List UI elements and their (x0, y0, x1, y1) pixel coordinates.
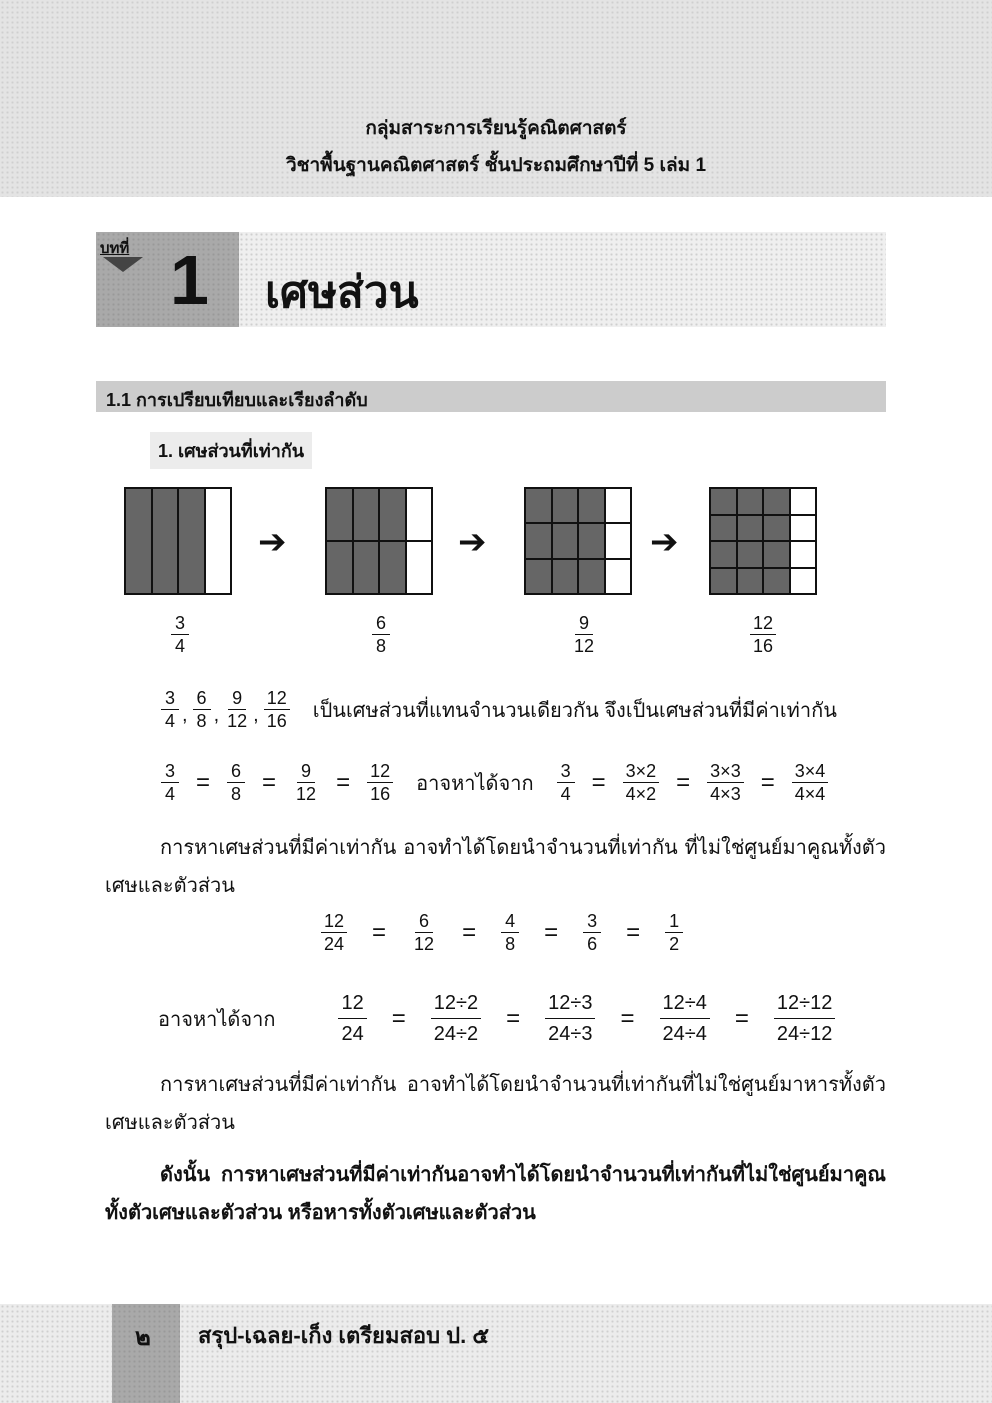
equals-sign: = (196, 768, 211, 796)
arrow-right-icon: ➔ (258, 523, 287, 561)
numerator: 12 (367, 760, 393, 783)
equivalence-divide-row (158, 988, 838, 1049)
denominator: 12 (227, 711, 248, 731)
shaded-cell (579, 489, 604, 522)
shaded-cell (738, 489, 763, 514)
denominator: 4 (164, 711, 175, 731)
paragraph-multiply: การหาเศษส่วนที่มีค่าเท่ากัน อาจทำได้โดยนำจำนวนที่เท่ากัน ที่ไม่ใช่ศูนย์มาคูณทั้งตัวเศษและตัวส่วน (105, 837, 886, 897)
diagram-fraction-label (171, 612, 189, 657)
math-text: เป็นเศษส่วนที่แทนจำนวนเดียวกัน จึงเป็นเศษส่วนที่มีค่าเท่ากัน (312, 699, 837, 722)
paragraph-conclusion: ดังนั้น การหาเศษส่วนที่มีค่าเท่ากันอาจทำได้โดยนำจำนวนที่เท่ากันที่ไม่ใช่ศูนย์มาคูณทั้งตัวเศษและตัวส่วน หรือหารทั้งตัวเศษและตัวส่วน (105, 1164, 886, 1224)
numerator: 3×4 (792, 760, 829, 783)
fraction-grid (524, 487, 632, 595)
shaded-cell (380, 489, 405, 540)
shaded-cell (579, 524, 604, 557)
fraction-grid (124, 487, 232, 595)
shaded-cell (126, 489, 151, 593)
numerator: 12 (750, 612, 776, 635)
shaded-cell (526, 560, 551, 593)
denominator: 8 (375, 636, 386, 656)
numerator: 3 (583, 910, 601, 933)
triangle-down-icon (103, 257, 143, 272)
fraction (557, 760, 575, 805)
denominator: 24÷12 (776, 1023, 833, 1045)
equals-sign: = (262, 768, 277, 796)
chapter-word: บทที่ (100, 240, 130, 257)
denominator: 16 (266, 711, 287, 731)
comma: , (213, 704, 220, 726)
denominator: 8 (505, 934, 516, 954)
shaded-cell (711, 489, 736, 514)
diagram-fraction-label (750, 612, 776, 657)
shaded-cell (711, 542, 736, 567)
denominator: 8 (196, 711, 207, 731)
section-heading: 1.1 การเปรียบเทียบและเรียงลำดับ (96, 381, 886, 412)
equals-sign: = (506, 1004, 521, 1032)
fraction (338, 988, 366, 1049)
fraction (774, 988, 835, 1049)
shaded-cell (526, 524, 551, 557)
fraction (193, 687, 211, 732)
numerator: 3×3 (707, 760, 744, 783)
math-text: อาจหาได้จาก (158, 1008, 276, 1031)
numerator: 6 (227, 760, 245, 783)
fraction (623, 760, 660, 805)
denominator: 4 (174, 636, 185, 656)
header-line-2: วิชาพื้นฐานคณิตศาสตร์ ชั้นประถมศึกษาปีที่ 5 เล่ม 1 (285, 155, 707, 176)
fraction (367, 760, 393, 805)
shaded-cell (553, 489, 578, 522)
numerator: 6 (193, 687, 211, 710)
equals-sign: = (626, 918, 641, 946)
shaded-cell (711, 569, 736, 594)
denominator: 24÷3 (548, 1023, 593, 1045)
header-band (0, 0, 992, 197)
equals-sign: = (391, 1004, 406, 1032)
empty-cell (791, 542, 816, 567)
denominator: 4 (560, 784, 571, 804)
fraction (411, 910, 437, 955)
equals-sign: = (462, 918, 477, 946)
denominator: 16 (753, 636, 774, 656)
fraction (501, 910, 519, 955)
equals-sign: = (544, 918, 559, 946)
empty-cell (606, 524, 631, 557)
comma: , (253, 704, 259, 726)
shaded-cell (380, 542, 405, 593)
fraction (583, 910, 601, 955)
chapter-number: 1 (170, 241, 209, 319)
fraction (660, 988, 710, 1049)
fraction (293, 760, 319, 805)
fraction (264, 687, 290, 732)
shaded-cell (153, 489, 178, 593)
fraction (161, 687, 179, 732)
empty-cell (606, 489, 631, 522)
page-number: ๒ (135, 1324, 151, 1351)
numerator: 12÷3 (545, 988, 595, 1019)
fraction (227, 760, 245, 805)
numerator: 12 (321, 910, 347, 933)
footer-title: สรุป-เฉลย-เก็ง เตรียมสอบ ป. ๕ (198, 1323, 490, 1348)
shaded-cell (553, 524, 578, 557)
denominator: 24 (324, 934, 345, 954)
empty-cell (407, 542, 432, 593)
comma: , (182, 704, 188, 726)
shaded-cell (327, 542, 352, 593)
empty-cell (206, 489, 231, 593)
numerator: 3 (557, 760, 575, 783)
header-line-1: กลุ่มสาระการเรียนรู้คณิตศาสตร์ (365, 118, 627, 139)
fraction (665, 910, 683, 955)
numerator: 9 (228, 687, 246, 710)
numerator: 3 (161, 687, 179, 710)
numerator: 6 (372, 612, 390, 635)
math-text: อาจหาได้จาก (416, 772, 534, 795)
empty-cell (791, 489, 816, 514)
denominator: 24÷2 (433, 1023, 479, 1045)
numerator: 12÷2 (431, 988, 481, 1019)
equals-sign: = (591, 768, 606, 796)
diagram-fraction-label (372, 612, 390, 657)
shaded-cell (327, 489, 352, 540)
fraction (792, 760, 829, 805)
equals-sign: = (676, 768, 691, 796)
shaded-cell (526, 489, 551, 522)
denominator: 12 (414, 934, 435, 954)
numerator: 1 (665, 910, 683, 933)
shaded-cell (354, 489, 379, 540)
numerator: 12÷12 (774, 988, 835, 1019)
fraction (321, 910, 347, 955)
denominator: 6 (587, 934, 598, 954)
numerator: 12÷4 (660, 988, 710, 1019)
fraction (161, 760, 179, 805)
numerator: 6 (415, 910, 433, 933)
shaded-cell (764, 542, 789, 567)
empty-cell (407, 489, 432, 540)
numerator: 9 (297, 760, 315, 783)
shaded-cell (764, 569, 789, 594)
denominator: 8 (231, 784, 242, 804)
fraction (224, 687, 250, 732)
diagram-fraction-label (571, 612, 597, 657)
denominator: 4×2 (625, 784, 657, 804)
equivalence-multiply-row (158, 760, 831, 805)
fraction-grid (325, 487, 433, 595)
numerator: 9 (575, 612, 593, 635)
shaded-cell (354, 542, 379, 593)
equals-sign: = (620, 1004, 635, 1032)
subsection-heading: 1. เศษส่วนที่เท่ากัน (150, 432, 312, 469)
equals-sign: = (760, 768, 775, 796)
equivalent-list-row (158, 687, 857, 732)
fraction (431, 988, 481, 1049)
empty-cell (791, 516, 816, 541)
denominator: 16 (370, 784, 391, 804)
fraction-grid (709, 487, 817, 595)
shaded-cell (711, 516, 736, 541)
numerator: 3 (171, 612, 189, 635)
paragraph-divide: การหาเศษส่วนที่มีค่าเท่ากัน อาจทำได้โดยนำจำนวนที่เท่ากันที่ไม่ใช่ศูนย์มาหารทั้งตัวเศษและตัวส่วน (105, 1074, 886, 1134)
chapter-title: เศษส่วน (265, 268, 419, 317)
fraction (707, 760, 744, 805)
empty-cell (791, 569, 816, 594)
numerator: 3 (161, 760, 179, 783)
denominator: 24÷4 (662, 1023, 707, 1045)
shaded-cell (738, 569, 763, 594)
equals-sign: = (372, 918, 387, 946)
empty-cell (606, 560, 631, 593)
numerator: 12 (264, 687, 290, 710)
shaded-cell (579, 560, 604, 593)
equals-sign: = (734, 1004, 749, 1032)
denominator: 24 (341, 1023, 364, 1045)
shaded-cell (738, 542, 763, 567)
denominator: 12 (296, 784, 317, 804)
shaded-cell (179, 489, 204, 593)
equivalence-simplify-row (318, 910, 686, 955)
shaded-cell (764, 516, 789, 541)
shaded-cell (553, 560, 578, 593)
denominator: 2 (669, 934, 680, 954)
equals-sign: = (336, 768, 351, 796)
shaded-cell (764, 489, 789, 514)
numerator: 3×2 (623, 760, 660, 783)
denominator: 4×4 (794, 784, 826, 804)
denominator: 12 (574, 636, 595, 656)
numerator: 4 (501, 910, 519, 933)
shaded-cell (738, 516, 763, 541)
numerator: 12 (338, 988, 366, 1019)
denominator: 4 (164, 784, 175, 804)
arrow-right-icon: ➔ (458, 523, 487, 561)
denominator: 4×3 (710, 784, 741, 804)
arrow-right-icon: ➔ (650, 523, 679, 561)
fraction (545, 988, 595, 1049)
